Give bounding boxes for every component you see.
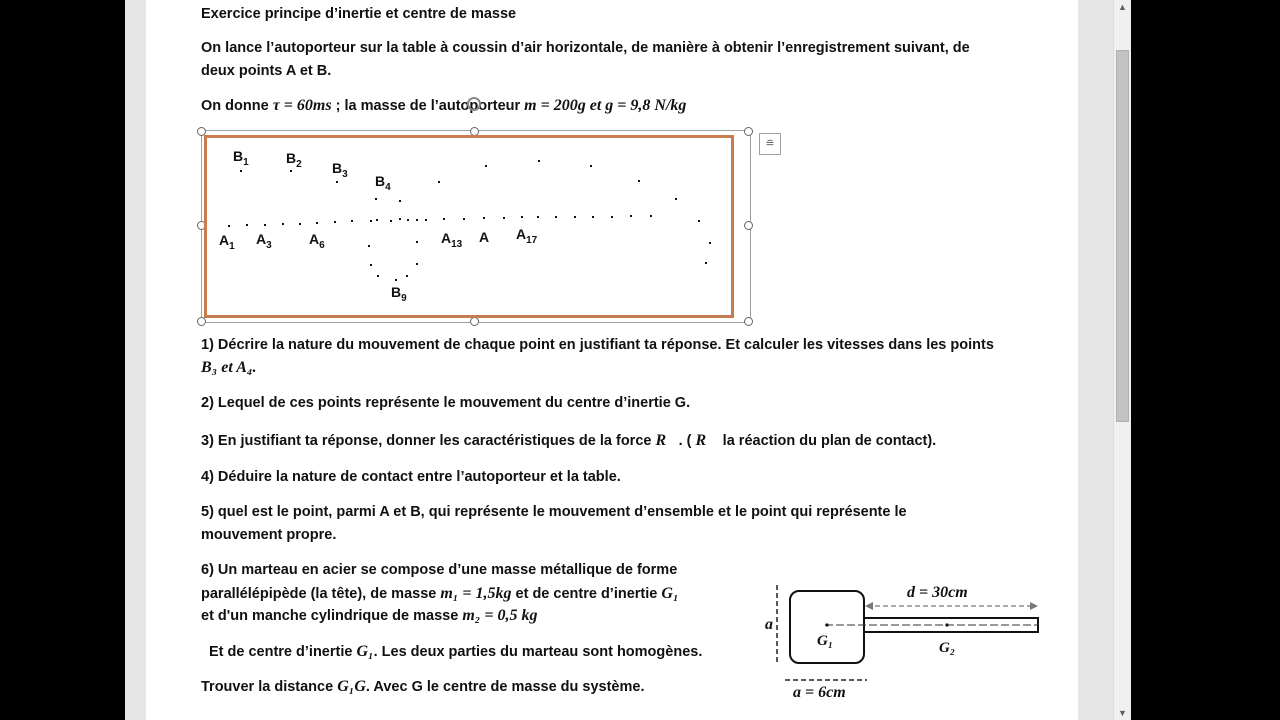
recording-dot: [264, 224, 266, 226]
recording-dot: [407, 219, 409, 221]
question-6-line-1: 6) Un marteau en acier se compose d’une masse métallique de forme: [201, 562, 678, 578]
question-6-line-3: [201, 607, 537, 625]
given-mass: m = 200g et g = 9,8 N/kg: [524, 97, 687, 114]
q6-m1: m₁ = 1,5kg: [440, 585, 512, 602]
hammer-head: [790, 591, 864, 663]
recording-dot: [503, 217, 505, 219]
q6-g1g: G₁G: [337, 678, 366, 695]
question-4: 4) Déduire la nature de contact entre l’autoporteur et la table.: [201, 469, 621, 485]
g2-label: G₂: [939, 640, 956, 656]
recording-dot: [675, 198, 677, 200]
label-A6: $A_6$: [309, 231, 325, 251]
recording-dot: [485, 165, 487, 167]
scroll-up-arrow-icon[interactable]: ▲: [1118, 2, 1127, 12]
resize-handle[interactable]: [744, 221, 753, 230]
q6-text: parallélépipède (la tête), de masse: [201, 586, 441, 602]
intro-line-1: On lance l’autoporteur sur la table à coussin d’air horizontale, de manière à obtenir l’enregistrement suivant, de: [201, 40, 970, 56]
recording-dot: [416, 241, 418, 243]
recording-dot: [290, 170, 292, 172]
recording-dot: [370, 220, 372, 222]
scrollbar-thumb[interactable]: [1116, 50, 1129, 422]
recording-dot: [463, 218, 465, 220]
recording-dot: [282, 223, 284, 225]
recording-dot: [376, 219, 378, 221]
question-6-line-4: [209, 643, 702, 661]
recording-dot: [638, 180, 640, 182]
recording-dot: [375, 198, 377, 200]
question-5-cont: mouvement propre.: [201, 527, 337, 543]
q6-text: . Les deux parties du marteau sont homogènes.: [373, 644, 703, 660]
left-black-margin: [0, 0, 125, 720]
right-gray-area: [1078, 0, 1113, 720]
q3-text-b: . (: [678, 433, 696, 449]
q6-g1b: G₁: [356, 643, 374, 660]
label-B4: $B_4$: [375, 173, 391, 193]
right-black-margin: [1130, 0, 1280, 720]
recording-dot: [650, 215, 652, 217]
recording-dot: [240, 170, 242, 172]
given-mid: ; la masse de l’autoporteur: [331, 98, 525, 114]
recording-dot: [390, 220, 392, 222]
question-6-line-5: [201, 678, 645, 696]
resize-handle[interactable]: [470, 317, 479, 326]
recording-dot: [537, 216, 539, 218]
recording-dot: [316, 222, 318, 224]
question-3: [201, 432, 936, 450]
recording-dot: [483, 217, 485, 219]
g1-point: [825, 623, 828, 626]
recording-dot: [334, 221, 336, 223]
label-A13: $A_{13}$: [441, 230, 463, 250]
recording-dot: [592, 216, 594, 218]
left-gray-area: [125, 0, 146, 720]
recording-dot: [709, 242, 711, 244]
recording-dot: [555, 216, 557, 218]
recording-dot: [299, 223, 301, 225]
label-B9: $B_9$: [391, 284, 407, 304]
label-A: A: [479, 229, 490, 245]
label-A1: $A_1$: [219, 232, 235, 252]
q6-text: et d'un manche cylindrique de masse: [201, 608, 463, 624]
recording-dot: [368, 245, 370, 247]
label-A3: $A_3$: [256, 231, 272, 251]
q6-text: et de centre d’inertie: [511, 586, 662, 602]
recording-dot: [538, 160, 540, 162]
d-arrow-left: [865, 602, 873, 610]
recording-dot: [395, 279, 397, 281]
resize-handle[interactable]: [197, 317, 206, 326]
hammer-diagram: [755, 575, 1055, 705]
layout-options-icon[interactable]: ≘: [759, 133, 781, 155]
question-1-points: B₃ et A₄.: [201, 359, 257, 376]
recording-dot: [521, 216, 523, 218]
q3-R-vector-2: R⃗: [695, 432, 719, 449]
recording-dot: [705, 262, 707, 264]
recording-dot: [336, 181, 338, 183]
g1-label: G₁: [817, 633, 834, 649]
q6-g1: G₁: [661, 585, 679, 602]
recording-dot: [228, 225, 230, 227]
recording-dot: [443, 218, 445, 220]
q6-text: Et de centre d’inertie: [209, 644, 357, 660]
recording-dot: [425, 219, 427, 221]
recording-dot: [416, 263, 418, 265]
vertical-scrollbar[interactable]: [1113, 0, 1131, 720]
q3-text-a: 3) En justifiant ta réponse, donner les caractéristiques de la force: [201, 433, 656, 449]
q6-text: Trouver la distance: [201, 679, 338, 695]
question-2: 2) Lequel de ces points représente le mouvement du centre d’inertie G.: [201, 395, 691, 411]
a-label: a: [765, 616, 773, 633]
q6-text: . Avec G le centre de masse du système.: [365, 679, 645, 695]
label-B1: $B_1$: [233, 148, 249, 168]
rotate-handle-icon[interactable]: [467, 97, 481, 111]
intro-line-2: deux points A et B.: [201, 63, 332, 79]
d-label: d = 30cm: [907, 584, 968, 601]
given-line: [201, 97, 686, 115]
recording-dot: [351, 220, 353, 222]
g2-point: [945, 623, 948, 626]
scroll-down-arrow-icon[interactable]: ▼: [1118, 708, 1127, 718]
a-bottom-label: a = 6cm: [793, 684, 846, 701]
d-arrow-right: [1030, 602, 1038, 610]
label-B3: $B_3$: [332, 160, 348, 180]
recording-dot: [438, 181, 440, 183]
given-tau: τ = 60ms: [272, 97, 332, 114]
q6-m2: m₂ = 0,5 kg: [462, 607, 538, 624]
resize-handle[interactable]: [744, 317, 753, 326]
recording-dot: [399, 218, 401, 220]
q3-text-c: la réaction du plan de contact).: [718, 433, 937, 449]
recording-dot: [611, 216, 613, 218]
label-A17: $A_{17}$: [516, 226, 538, 246]
given-prefix: On donne: [201, 98, 273, 114]
recording-dot: [574, 216, 576, 218]
recording-dot: [377, 275, 379, 277]
recording-dot: [370, 264, 372, 266]
recording-dot: [698, 220, 700, 222]
resize-handle[interactable]: [744, 127, 753, 136]
exercise-title: Exercice principe d’inertie et centre de masse: [201, 6, 517, 22]
recording-dot: [399, 200, 401, 202]
question-1: 1) Décrire la nature du mouvement de chaque point en justifiant ta réponse. Et calculer les vitesses dans les points: [201, 337, 994, 353]
label-B2: $B_2$: [286, 150, 302, 170]
recording-dot: [246, 224, 248, 226]
recording-dot: [416, 219, 418, 221]
recording-figure: [204, 135, 734, 318]
recording-dot: [406, 275, 408, 277]
question-6-line-2: [201, 585, 679, 603]
q3-R-vector: R⃗: [655, 432, 679, 449]
question-5: 5) quel est le point, parmi A et B, qui représente le mouvement d’ensemble et le point qui représente le: [201, 504, 907, 520]
recording-dot: [630, 215, 632, 217]
recording-dot: [590, 165, 592, 167]
